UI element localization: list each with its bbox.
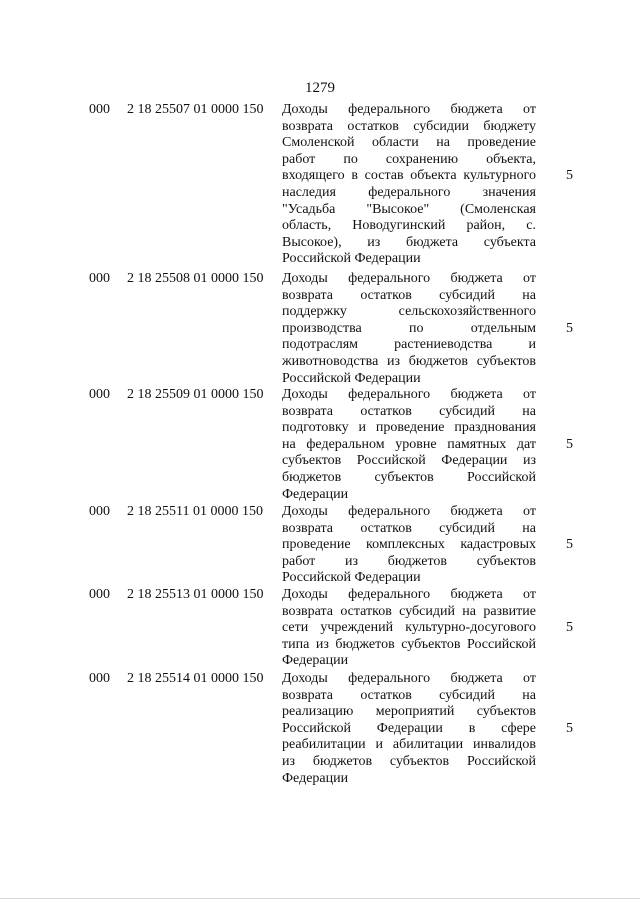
- description-line: Российской Федерации: [282, 251, 421, 267]
- description-line: возврата остатков субсидии бюджету: [282, 118, 536, 134]
- description-line: Высокое), из бюджета субъекта: [282, 234, 536, 250]
- description-line: "Усадьба "Высокое" (Смоленская: [282, 201, 536, 217]
- admin-code: 000: [89, 504, 110, 519]
- budget-classification-code: 2 18 25514 01 0000 150: [127, 671, 264, 686]
- budget-classification-code: 2 18 25509 01 0000 150: [127, 387, 264, 402]
- amount-value: 5: [566, 168, 573, 184]
- description-line: животноводства из бюджетов субъектов: [282, 353, 536, 369]
- description-line: Российской Федерации: [282, 570, 421, 586]
- description-line: подготовку и проведение празднования: [282, 420, 536, 436]
- description-line: Доходы федерального бюджета от: [282, 271, 536, 286]
- description-line: типа из бюджетов субъектов Российской: [282, 636, 536, 652]
- revenue-description: [282, 387, 536, 503]
- revenue-description: [282, 504, 536, 587]
- amount-value: 5: [566, 537, 573, 553]
- description-line: производства по отдельным: [282, 320, 536, 336]
- description-line: Российской Федерации: [282, 370, 421, 386]
- description-line: на федеральном уровне памятных дат: [282, 436, 536, 452]
- description-line: Доходы федерального бюджета от: [282, 504, 536, 519]
- description-line: возврата остатков субсидий на: [282, 520, 536, 536]
- budget-classification-code: 2 18 25513 01 0000 150: [127, 587, 264, 602]
- description-line: Федерации: [282, 770, 349, 786]
- description-line: реализацию мероприятий субъектов: [282, 704, 536, 720]
- description-line: Доходы федерального бюджета от: [282, 587, 536, 602]
- description-line: Российской Федерации в сфере: [282, 720, 536, 736]
- description-line: входящего в состав объекта культурного: [282, 168, 536, 184]
- description-line: наследия федерального значения: [282, 184, 536, 200]
- admin-code: 000: [89, 587, 110, 602]
- admin-code: 000: [89, 387, 110, 402]
- description-line: реабилитации и абилитации инвалидов: [282, 737, 536, 753]
- description-line: поддержку сельскохозяйственного: [282, 304, 536, 320]
- amount-value: 5: [566, 436, 573, 452]
- budget-classification-code: 2 18 25507 01 0000 150: [127, 102, 264, 117]
- description-line: работ по сохранению объекта,: [282, 151, 536, 167]
- amount-value: 5: [566, 720, 573, 736]
- budget-classification-code: 2 18 25508 01 0000 150: [127, 271, 264, 286]
- description-line: область, Новодугинский район, с.: [282, 218, 536, 234]
- amount-value: 5: [566, 320, 573, 336]
- description-line: бюджетов субъектов Российской: [282, 469, 536, 485]
- description-line: Смоленской области на проведение: [282, 135, 536, 151]
- description-line: проведение комплексных кадастровых: [282, 537, 536, 553]
- description-line: Федерации: [282, 653, 349, 669]
- revenue-description: [282, 102, 536, 268]
- description-line: подотраслям растениеводства и: [282, 337, 536, 353]
- description-line: возврата остатков субсидий на: [282, 403, 536, 419]
- description-line: сети учреждений культурно-досугового: [282, 620, 536, 636]
- description-line: Доходы федерального бюджета от: [282, 671, 536, 686]
- description-line: Доходы федерального бюджета от: [282, 387, 536, 402]
- description-line: возврата остатков субсидий на: [282, 687, 536, 703]
- revenue-description: [282, 587, 536, 670]
- description-line: из бюджетов субъектов Российской: [282, 753, 536, 769]
- budget-classification-code: 2 18 25511 01 0000 150: [127, 504, 263, 519]
- description-line: субъектов Российской Федерации из: [282, 453, 536, 469]
- description-line: Доходы федерального бюджета от: [282, 102, 536, 117]
- description-line: возврата остатков субсидий на развитие: [282, 603, 536, 619]
- admin-code: 000: [89, 271, 110, 286]
- page-bottom-edge: [0, 898, 640, 899]
- description-line: возврата остатков субсидий на: [282, 287, 536, 303]
- admin-code: 000: [89, 102, 110, 117]
- revenue-description: [282, 271, 536, 387]
- description-line: работ из бюджетов субъектов: [282, 553, 536, 569]
- page-number: 1279: [305, 80, 335, 96]
- description-line: Федерации: [282, 486, 349, 502]
- revenue-description: [282, 671, 536, 787]
- amount-value: 5: [566, 620, 573, 636]
- admin-code: 000: [89, 671, 110, 686]
